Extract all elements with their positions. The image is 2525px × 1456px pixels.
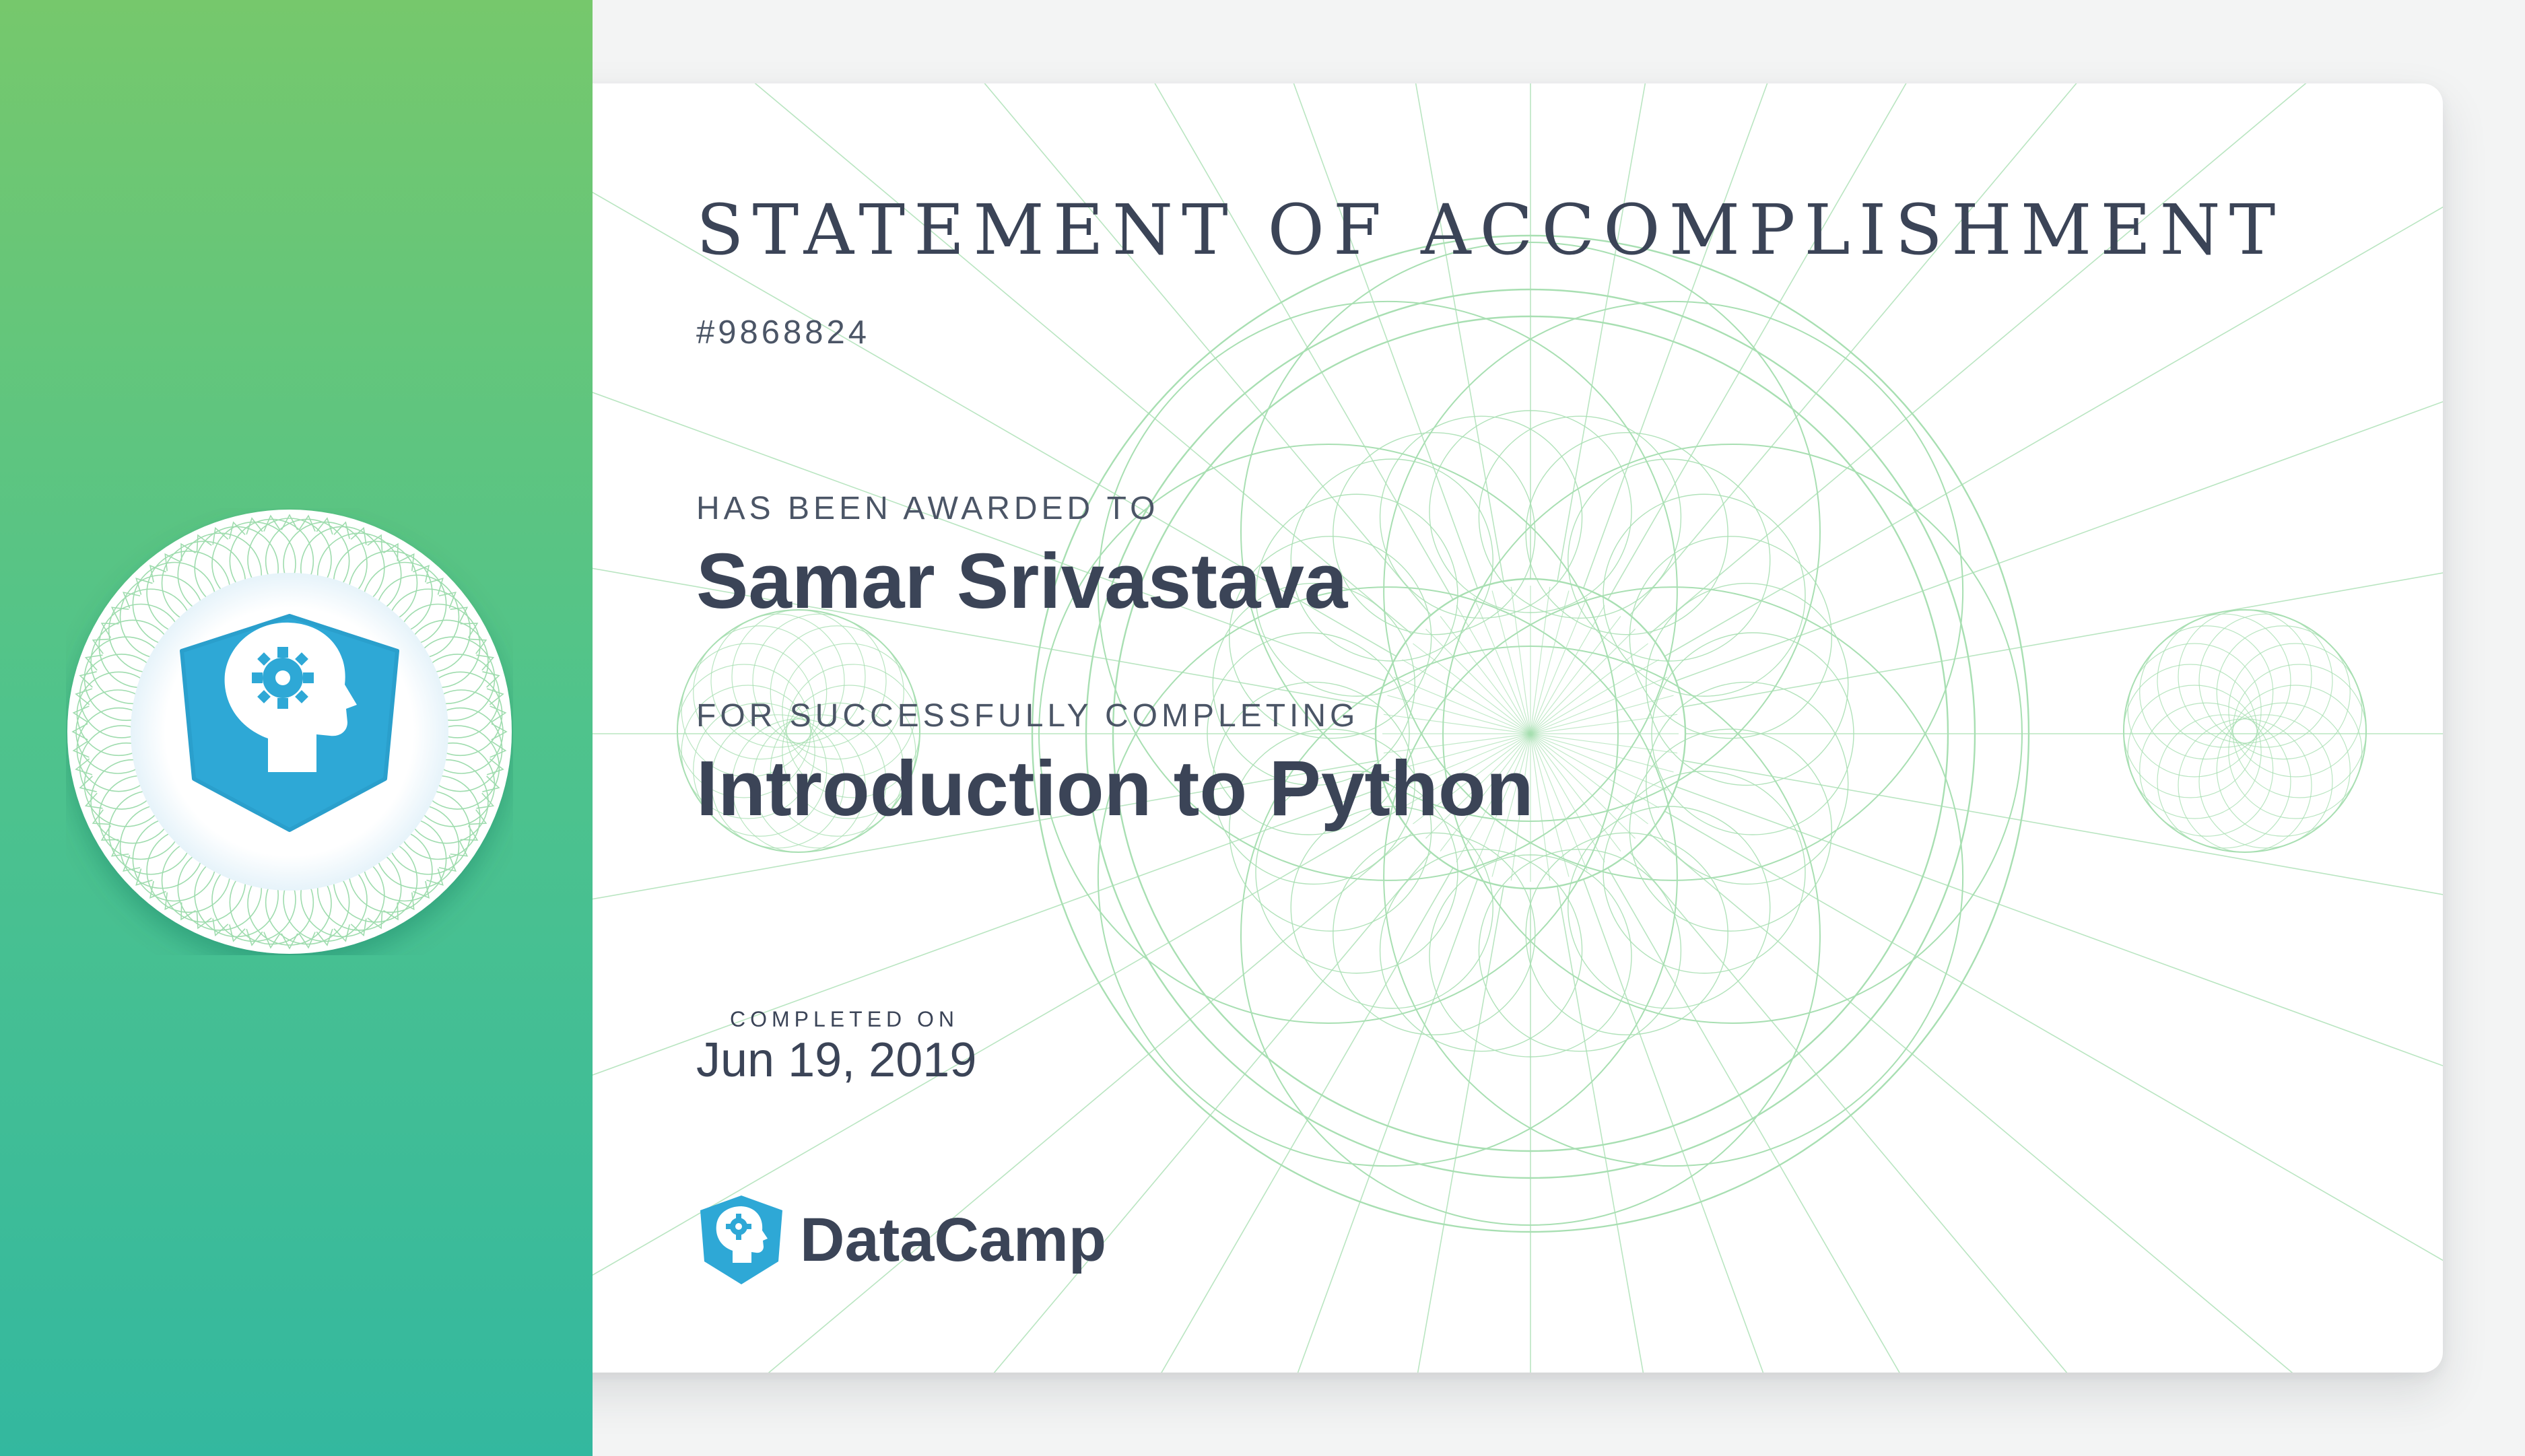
datacamp-head-gear-icon	[696, 1193, 786, 1287]
awarded-label: HAS BEEN AWARDED TO	[696, 491, 1159, 526]
completed-on-label: COMPLETED ON	[730, 1007, 960, 1031]
completing-label: FOR SUCCESSFULLY COMPLETING	[696, 698, 1359, 734]
datacamp-logo	[696, 1193, 1106, 1287]
recipient-name: Samar Srivastava	[696, 537, 1348, 625]
course-name: Introduction to Python	[696, 744, 1534, 832]
completed-date: Jun 19, 2019	[696, 1033, 977, 1087]
certificate-seal	[66, 508, 513, 955]
certificate-content	[696, 0, 2380, 1456]
certificate-title: STATEMENT OF ACCOMPLISHMENT	[696, 190, 2285, 271]
brand-name: DataCamp	[800, 1205, 1107, 1274]
certificate-id: #9868824	[696, 314, 871, 351]
